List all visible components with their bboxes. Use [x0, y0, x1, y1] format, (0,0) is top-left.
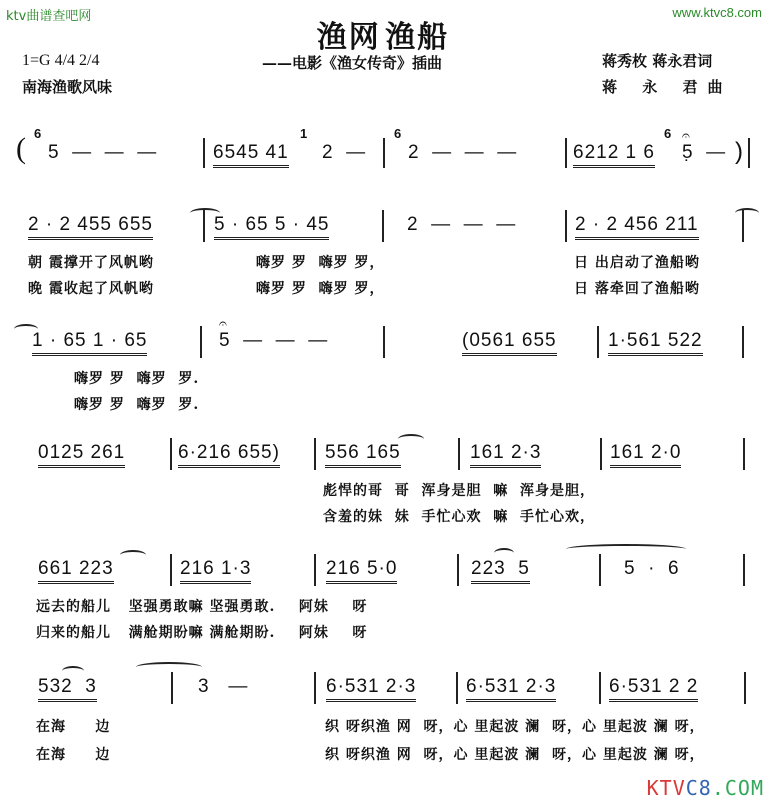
score-line-3 [0, 316, 774, 416]
tie-slur [136, 662, 202, 672]
fermata-icon: 𝄐 [219, 316, 227, 332]
barline [597, 326, 599, 358]
brand-logo-part: C8 [685, 776, 712, 800]
measure-notes: (0561 655 [462, 330, 557, 356]
grace-note: 1 [300, 126, 308, 141]
measure-notes: 532 3 [38, 676, 97, 702]
measure-notes: 3 — [198, 676, 249, 697]
close-paren: ) [735, 138, 744, 165]
measure-notes: 161 2·3 [470, 442, 541, 468]
music-style: 南海渔歌风味 [22, 78, 113, 96]
measure-notes: 6545 41 [213, 142, 289, 168]
measure-notes: 661 223 [38, 558, 114, 584]
composer-credit: 蒋 永 君曲 [602, 78, 733, 96]
brand-logo [647, 776, 764, 800]
measure-notes: 6·531 2·3 [466, 676, 556, 702]
barline [600, 438, 602, 470]
tie-slur [398, 434, 424, 444]
score-line-2 [0, 200, 774, 300]
tie-slur [62, 666, 84, 676]
barline [748, 138, 750, 168]
lyricist-credit: 蒋秀枚 蒋永君词 [602, 52, 713, 70]
measure-notes: 5 — — — [48, 142, 158, 163]
barline [744, 672, 746, 704]
barline [743, 554, 745, 586]
measure-notes: 5̣ — [682, 142, 727, 163]
measure-notes: 161 2·0 [610, 442, 681, 468]
measure-notes: 2 · 2 455 655 [28, 214, 153, 240]
measure-notes: 6·531 2·3 [326, 676, 416, 702]
lyric-verse-2: 晚 霞收起了风帆哟 [28, 281, 154, 297]
measure-notes: 5 — — — [219, 330, 329, 351]
measure-notes: 6·216 655) [178, 442, 280, 468]
lyric-verse-1: 织 呀织渔 网 呀，心 里起波 澜 呀，心 里起波 澜 呀， [325, 719, 705, 735]
tie-slur [494, 548, 514, 558]
measure-notes: 2 · 2 456 211 [575, 214, 699, 240]
barline [456, 672, 458, 704]
lyric-verse-1: 彪悍的哥 哥 浑身是胆 嘛 浑身是胆， [323, 483, 595, 499]
barline [457, 554, 459, 586]
barline [565, 138, 567, 168]
lyric-verse-1: 日 出启动了渔船哟 [574, 255, 700, 271]
grace-note: 6 [394, 126, 402, 141]
site-watermark-url: www.ktvc8.com [672, 5, 762, 20]
measure-notes: 5 · 6 [624, 558, 680, 579]
lyric-verse-1: 朝 霞撑开了风帆哟 [28, 255, 154, 271]
tie-slur [566, 544, 686, 554]
barline [458, 438, 460, 470]
lyric-verse-1: 嗨罗 罗 嗨罗 罗， [256, 255, 385, 271]
barline [203, 138, 205, 168]
lyric-verse-1: 远去的船儿 坚强勇敢嘛 坚强勇敢. 阿妹 呀 [36, 599, 368, 615]
grace-note: 6 [34, 126, 42, 141]
barline [314, 672, 316, 704]
barline [383, 326, 385, 358]
barline [565, 210, 567, 242]
lyric-verse-2: 嗨罗 罗 嗨罗 罗， [256, 281, 385, 297]
site-watermark-left: ktv曲谱查吧网 [6, 9, 92, 24]
tie-slur [735, 208, 759, 218]
lyric-verse-2: 织 呀织渔 网 呀，心 里起波 澜 呀，心 里起波 澜 呀， [325, 747, 705, 763]
barline [599, 672, 601, 704]
open-paren: ( [16, 132, 26, 165]
score-line-1 [0, 120, 774, 180]
measure-notes: 1 · 65 1 · 65 [32, 330, 147, 356]
barline [382, 210, 384, 242]
measure-notes: 5 · 65 5 · 45 [214, 214, 329, 240]
barline [383, 138, 385, 168]
barline [599, 554, 601, 586]
score-line-6 [0, 660, 774, 770]
measure-notes: 556 165 [325, 442, 401, 468]
key-signature: 1=G 4/4 2/4 [22, 52, 100, 69]
tie-slur [120, 550, 146, 560]
measure-notes: 6212 1 6 [573, 142, 655, 168]
barline [743, 438, 745, 470]
barline [170, 554, 172, 586]
title-part-b: 渔船 [385, 20, 450, 55]
measure-notes: 2 — [322, 142, 367, 163]
barline [200, 326, 202, 358]
measure-notes: 2 — — — [408, 142, 518, 163]
lyric-verse-1: 在海 边 [36, 719, 111, 735]
brand-logo-part: KTV [646, 776, 686, 800]
subtitle: ——电影《渔女传奇》插曲 [262, 54, 443, 72]
measure-notes: 1·561 522 [608, 330, 703, 356]
lyric-verse-2: 归来的船儿 满舱期盼嘛 满舱期盼. 阿妹 呀 [36, 625, 368, 641]
barline [314, 438, 316, 470]
measure-notes: 223 5 [471, 558, 530, 584]
measure-notes: 216 1·3 [180, 558, 251, 584]
score-line-4 [0, 428, 774, 528]
measure-notes: 2 — — — [407, 214, 517, 235]
measure-notes: 216 5·0 [326, 558, 397, 584]
measure-notes: 0125 261 [38, 442, 125, 468]
lyric-verse-1: 嗨罗 罗 嗨罗 罗. [74, 371, 200, 387]
fermata-icon: 𝄐 [682, 128, 690, 144]
lyric-verse-2: 含羞的妹 妹 手忙心欢 嘛 手忙心欢， [323, 509, 595, 525]
grace-note: 6 [664, 126, 672, 141]
barline [203, 210, 205, 242]
lyric-verse-2: 在海 边 [36, 747, 111, 763]
measure-notes: 6·531 2 2 [609, 676, 698, 702]
brand-logo-part: .COM [711, 776, 764, 800]
barline [171, 672, 173, 704]
score-line-5 [0, 546, 774, 646]
barline [742, 210, 744, 242]
lyric-verse-2: 嗨罗 罗 嗨罗 罗. [74, 397, 200, 413]
title-part-a: 渔网 [316, 20, 381, 55]
barline [314, 554, 316, 586]
lyric-verse-2: 日 落牵回了渔船哟 [574, 281, 700, 297]
barline [742, 326, 744, 358]
barline [170, 438, 172, 470]
